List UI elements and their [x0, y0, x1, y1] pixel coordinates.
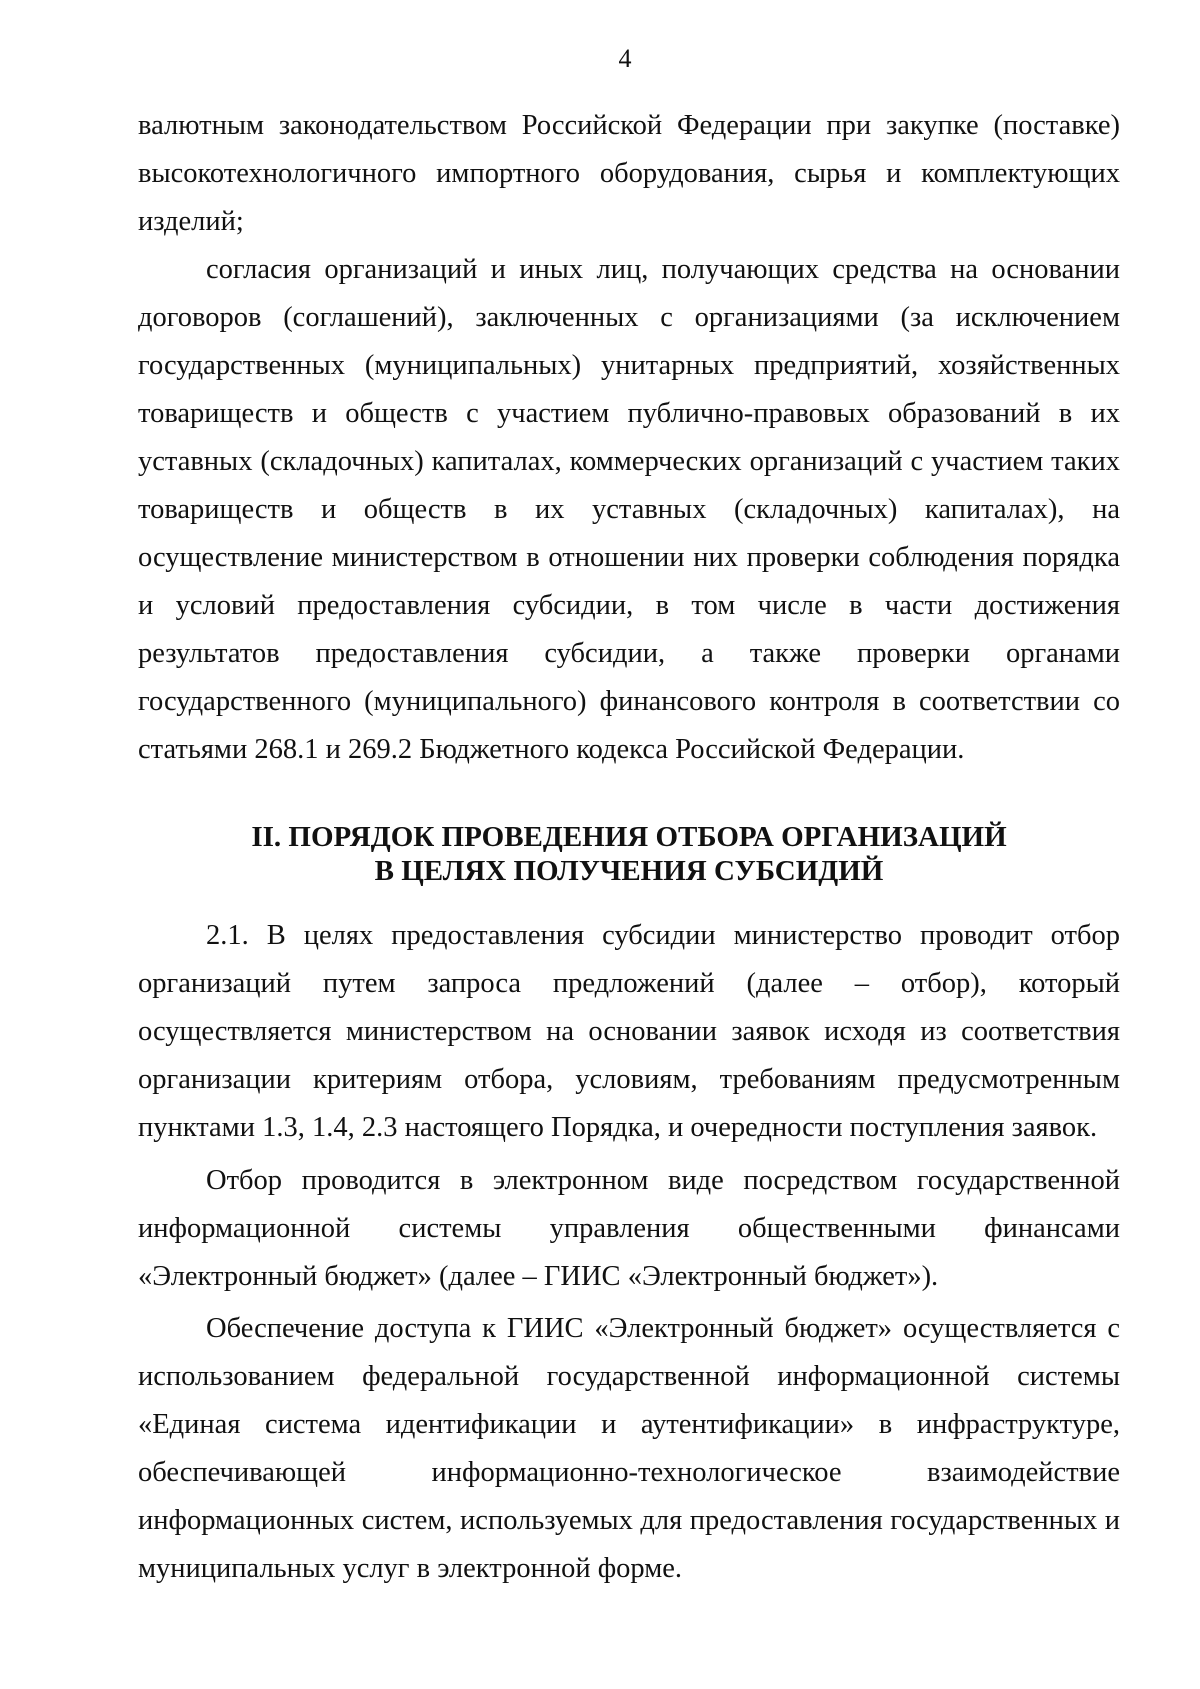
paragraph-text: 2.1. В целях предоставления субсидии министерство проводит отбор организаций путем запроса предложений (далее – отбор), который осуществляется министерством на основании заявок исходя из соответствия организации критериям отбора, условиям, требованиям предусмотренным пунктами 1.3, 1.4, 2.3 настоящего Порядка, и очередности поступления заявок.	[138, 920, 1120, 1143]
page-number: 4	[618, 44, 632, 73]
section-heading-line-1: II. ПОРЯДОК ПРОВЕДЕНИЯ ОТБОРА ОРГАНИЗАЦИЙ	[251, 821, 1007, 853]
paragraph-text: валютным законодательством Российской Федерации при закупке (поставке) высокотехнологичного импортного оборудования, сырья и комплектующих изделий;	[138, 110, 1120, 237]
section-heading-line-2: В ЦЕЛЯХ ПОЛУЧЕНИЯ СУБСИДИЙ	[374, 855, 884, 887]
paragraph-text: Отбор проводится в электронном виде посредством государственной информационной системы управления общественными финансами «Электронный бюджет» (далее – ГИИС «Электронный бюджет»).	[138, 1165, 1120, 1292]
paragraph-currency-legislation	[138, 102, 1120, 246]
section-heading	[138, 820, 1120, 888]
paragraph-electronic-selection	[138, 1157, 1120, 1301]
paragraph-text: согласия организаций и иных лиц, получающих средства на основании договоров (соглашений), заключенных с организациями (за исключением государственных (муниципальных) унитарных предприятий, хозяйственных товариществ и обществ с участием публично-правовых образований в их уставных (складочных) капиталах, коммерческих организаций с участием таких товариществ и обществ в их уставных (складочных) капиталах), на осуществление министерством в отношении них проверки соблюдения порядка и условий предоставления субсидии, в том числе в части достижения результатов предоставления субсидии, а также проверки органами государственного (муниципального) финансового контроля в соответствии со статьями 268.1 и 269.2 Бюджетного кодекса Российской Федерации.	[138, 254, 1120, 765]
paragraph-2-1	[138, 912, 1120, 1152]
paragraph-consent-of-organizations	[138, 246, 1120, 774]
paragraph-text: Обеспечение доступа к ГИИС «Электронный бюджет» осуществляется с использованием федеральной государственной информационной системы «Единая система идентификации и аутентификации» в инфраструктуре, обеспечивающей информационно-технологическое взаимодействие информационных систем, используемых для предоставления государственных и муниципальных услуг в электронной форме.	[138, 1313, 1120, 1584]
paragraph-access-provision	[138, 1305, 1120, 1593]
